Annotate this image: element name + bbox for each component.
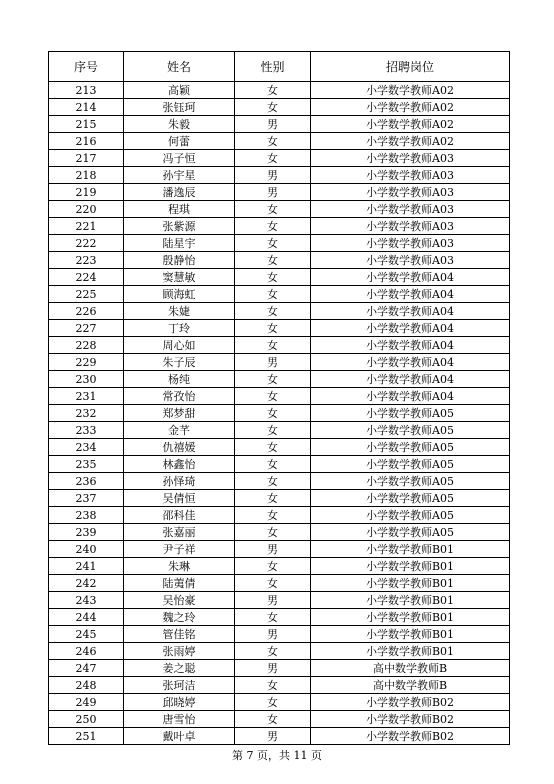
column-header-position: 招聘岗位 [311,52,510,82]
cell-position: 小学数学教师A02 [311,99,510,116]
cell-gender: 女 [235,201,311,218]
cell-gender: 女 [235,150,311,167]
cell-position: 小学数学教师B01 [311,609,510,626]
table-row [49,541,510,558]
table-row [49,218,510,235]
cell-gender: 女 [235,235,311,252]
column-header-gender: 性别 [235,52,311,82]
cell-position: 小学数学教师A05 [311,456,510,473]
cell-name: 顾海虹 [124,286,235,303]
cell-gender: 女 [235,643,311,660]
table-row [49,82,510,99]
cell-position: 小学数学教师A05 [311,439,510,456]
cell-name: 林鑫怡 [124,456,235,473]
cell-position: 小学数学教师B01 [311,575,510,592]
cell-number: 221 [49,218,124,235]
cell-name: 常孜怡 [124,388,235,405]
cell-position: 小学数学教师A03 [311,235,510,252]
cell-number: 251 [49,728,124,745]
cell-position: 小学数学教师A03 [311,201,510,218]
table-row [49,609,510,626]
cell-gender: 女 [235,677,311,694]
table-row [49,575,510,592]
table-row [49,456,510,473]
cell-number: 217 [49,150,124,167]
cell-position: 小学数学教师A04 [311,286,510,303]
table-body [49,82,510,745]
cell-position: 高中数学教师B [311,660,510,677]
cell-number: 244 [49,609,124,626]
cell-name: 郑梦甜 [124,405,235,422]
table-row [49,252,510,269]
cell-gender: 女 [235,320,311,337]
cell-name: 魏之玲 [124,609,235,626]
column-header-number: 序号 [49,52,124,82]
table-row [49,150,510,167]
cell-gender: 女 [235,82,311,99]
cell-name: 窦慧敏 [124,269,235,286]
cell-number: 247 [49,660,124,677]
cell-position: 小学数学教师A05 [311,405,510,422]
cell-position: 小学数学教师A04 [311,388,510,405]
cell-number: 242 [49,575,124,592]
cell-number: 237 [49,490,124,507]
table-row [49,405,510,422]
cell-gender: 女 [235,524,311,541]
cell-gender: 男 [235,184,311,201]
cell-name: 孙怿琦 [124,473,235,490]
cell-position: 小学数学教师A03 [311,184,510,201]
cell-name: 张雨婷 [124,643,235,660]
table-row [49,269,510,286]
cell-gender: 男 [235,354,311,371]
cell-position: 小学数学教师B02 [311,694,510,711]
cell-position: 小学数学教师B01 [311,626,510,643]
cell-position: 小学数学教师A03 [311,167,510,184]
cell-name: 仇禧媛 [124,439,235,456]
cell-name: 管佳铭 [124,626,235,643]
cell-number: 235 [49,456,124,473]
table-row [49,286,510,303]
cell-gender: 女 [235,609,311,626]
cell-gender: 男 [235,592,311,609]
table-row [49,133,510,150]
cell-name: 程琪 [124,201,235,218]
cell-number: 232 [49,405,124,422]
cell-name: 潘逸辰 [124,184,235,201]
cell-number: 220 [49,201,124,218]
table-row [49,711,510,728]
cell-name: 朱琳 [124,558,235,575]
cell-position: 小学数学教师B02 [311,728,510,745]
cell-number: 227 [49,320,124,337]
cell-gender: 女 [235,711,311,728]
column-header-name: 姓名 [124,52,235,82]
cell-number: 215 [49,116,124,133]
cell-position: 小学数学教师A04 [311,371,510,388]
cell-position: 小学数学教师B01 [311,592,510,609]
cell-gender: 男 [235,167,311,184]
table-row [49,99,510,116]
table-row [49,354,510,371]
cell-number: 229 [49,354,124,371]
cell-position: 小学数学教师A02 [311,133,510,150]
cell-name: 朱婕 [124,303,235,320]
table-row [49,626,510,643]
cell-name: 张珂洁 [124,677,235,694]
cell-number: 240 [49,541,124,558]
cell-position: 小学数学教师A04 [311,269,510,286]
cell-gender: 女 [235,286,311,303]
cell-position: 小学数学教师A04 [311,354,510,371]
cell-number: 224 [49,269,124,286]
table-row [49,303,510,320]
cell-gender: 男 [235,660,311,677]
cell-number: 243 [49,592,124,609]
cell-position: 小学数学教师B01 [311,541,510,558]
cell-gender: 女 [235,694,311,711]
cell-gender: 女 [235,439,311,456]
cell-name: 朱毅 [124,116,235,133]
cell-gender: 女 [235,473,311,490]
cell-gender: 女 [235,507,311,524]
cell-position: 小学数学教师A05 [311,524,510,541]
table-row [49,320,510,337]
cell-gender: 女 [235,99,311,116]
cell-position: 小学数学教师A04 [311,303,510,320]
cell-position: 小学数学教师A05 [311,473,510,490]
table-row [49,507,510,524]
cell-gender: 男 [235,116,311,133]
cell-number: 239 [49,524,124,541]
cell-number: 219 [49,184,124,201]
table-row [49,592,510,609]
cell-name: 何蕾 [124,133,235,150]
header-row [49,52,510,82]
cell-name: 张紫源 [124,218,235,235]
cell-name: 丁玲 [124,320,235,337]
cell-number: 225 [49,286,124,303]
cell-name: 陆荑倩 [124,575,235,592]
table-row [49,660,510,677]
cell-gender: 女 [235,269,311,286]
cell-position: 小学数学教师A03 [311,218,510,235]
table-row [49,524,510,541]
cell-position: 小学数学教师B01 [311,643,510,660]
cell-name: 陆星宇 [124,235,235,252]
table-row [49,167,510,184]
cell-name: 邵科佳 [124,507,235,524]
cell-number: 222 [49,235,124,252]
cell-number: 233 [49,422,124,439]
table-row [49,184,510,201]
table-row [49,558,510,575]
cell-position: 小学数学教师A03 [311,252,510,269]
table-row [49,473,510,490]
cell-number: 226 [49,303,124,320]
cell-number: 231 [49,388,124,405]
page-footer: 第 7 页，共 11 页 [232,749,322,762]
table-row [49,422,510,439]
cell-name: 殷静怡 [124,252,235,269]
cell-number: 230 [49,371,124,388]
table-row [49,439,510,456]
table-row [49,337,510,354]
cell-gender: 女 [235,337,311,354]
cell-name: 孙宇星 [124,167,235,184]
cell-gender: 女 [235,218,311,235]
cell-name: 姜之聪 [124,660,235,677]
cell-name: 高颖 [124,82,235,99]
cell-name: 周心如 [124,337,235,354]
cell-position: 小学数学教师B02 [311,711,510,728]
cell-number: 223 [49,252,124,269]
table-header [49,52,510,82]
cell-name: 吴倩恒 [124,490,235,507]
table-row [49,388,510,405]
cell-number: 236 [49,473,124,490]
cell-gender: 女 [235,490,311,507]
cell-number: 245 [49,626,124,643]
cell-name: 唐雪怡 [124,711,235,728]
table-row [49,677,510,694]
cell-name: 邱晓婷 [124,694,235,711]
cell-position: 小学数学教师A02 [311,116,510,133]
cell-name: 冯子恒 [124,150,235,167]
cell-position: 小学数学教师A02 [311,82,510,99]
cell-position: 小学数学教师A04 [311,337,510,354]
cell-position: 小学数学教师B01 [311,558,510,575]
table-row [49,371,510,388]
table-row [49,201,510,218]
cell-gender: 女 [235,133,311,150]
cell-gender: 男 [235,626,311,643]
cell-position: 小学数学教师A03 [311,150,510,167]
cell-gender: 女 [235,371,311,388]
cell-gender: 女 [235,388,311,405]
table-row [49,235,510,252]
cell-position: 高中数学教师B [311,677,510,694]
cell-position: 小学数学教师A04 [311,320,510,337]
cell-position: 小学数学教师A05 [311,490,510,507]
cell-number: 241 [49,558,124,575]
cell-position: 小学数学教师A05 [311,422,510,439]
cell-gender: 女 [235,303,311,320]
cell-name: 金芊 [124,422,235,439]
cell-number: 214 [49,99,124,116]
cell-gender: 男 [235,541,311,558]
table-row [49,116,510,133]
cell-name: 尹子祥 [124,541,235,558]
table-row [49,728,510,745]
cell-number: 213 [49,82,124,99]
roster-table [48,51,510,745]
cell-gender: 女 [235,575,311,592]
table-row [49,490,510,507]
cell-gender: 男 [235,728,311,745]
cell-name: 张钰珂 [124,99,235,116]
cell-name: 朱子辰 [124,354,235,371]
cell-gender: 女 [235,252,311,269]
cell-gender: 女 [235,405,311,422]
cell-gender: 女 [235,558,311,575]
cell-name: 戴叶卓 [124,728,235,745]
cell-gender: 女 [235,456,311,473]
cell-number: 238 [49,507,124,524]
table-row [49,643,510,660]
cell-number: 234 [49,439,124,456]
cell-number: 246 [49,643,124,660]
cell-name: 张嘉丽 [124,524,235,541]
cell-number: 228 [49,337,124,354]
cell-name: 杨纯 [124,371,235,388]
cell-number: 216 [49,133,124,150]
table-row [49,694,510,711]
cell-position: 小学数学教师A05 [311,507,510,524]
cell-number: 250 [49,711,124,728]
cell-number: 218 [49,167,124,184]
cell-name: 吴怡豪 [124,592,235,609]
cell-number: 248 [49,677,124,694]
cell-number: 249 [49,694,124,711]
cell-gender: 女 [235,422,311,439]
